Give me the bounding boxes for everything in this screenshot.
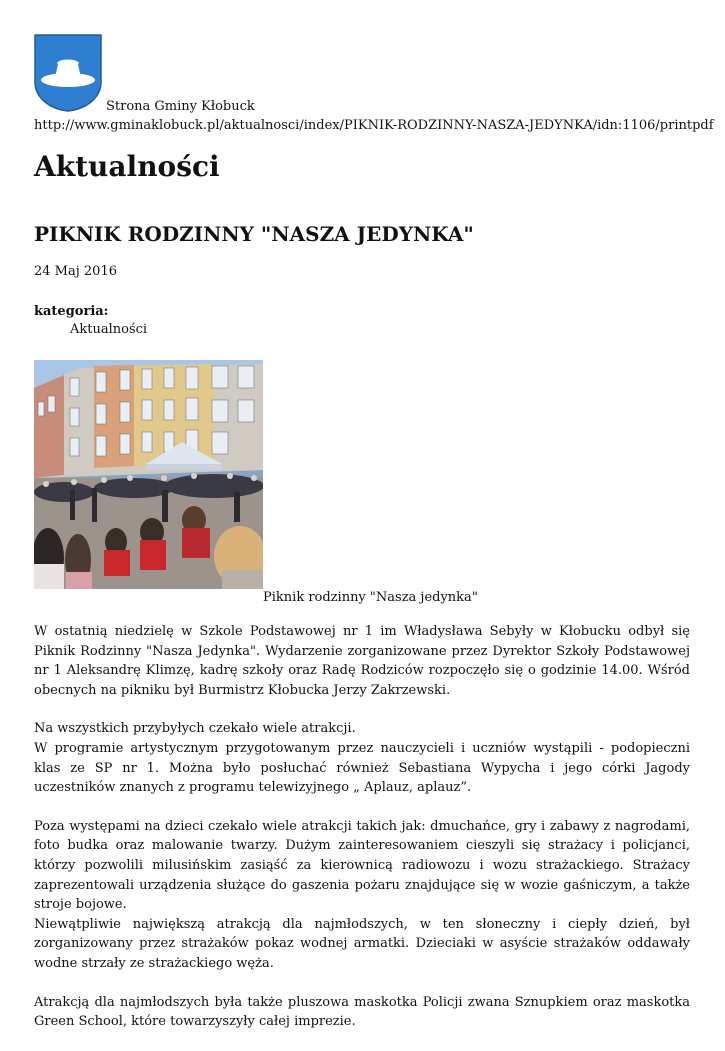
article-title: PIKNIK RODZINNY "NASZA JEDYNKA": [34, 222, 474, 246]
section-title: Aktualności: [34, 150, 220, 183]
paragraph-text: Niewątpliwie największą atrakcją dla najmłodszych, w ten słoneczny i ciepły dzień, był zorganizowany przez strażaków pokaz wodnej armatki. Dzieciaki w asyście strażaków oddawały wodne strzały ze strażackiego węża.: [34, 916, 690, 971]
paragraph-3: [34, 817, 690, 974]
event-photo: [34, 360, 263, 589]
category-value[interactable]: Aktualności: [70, 322, 148, 337]
gmina-coat-of-arms-logo: [34, 34, 102, 112]
paragraph-text: Poza występami na dzieci czekało wiele atrakcji takich jak: dmuchańce, gry i zabawy z nagrodami, foto budka oraz malowanie twarzy. Dużym zainteresowaniem cieszyli się strażacy i policjanci, którzy pozwolili milusińskim zasiąść za kierownicą radiowozu i wozu strażackiego. Strażacy zaprezentowali urządzenia służące do gaszenia pożaru znajdujące się w wozie gaśniczym, a także stroje bojowe.: [34, 818, 690, 913]
paragraph-2: [34, 719, 690, 797]
site-name: Strona Gminy Kłobuck: [106, 99, 255, 114]
paragraph-text: W ostatnią niedzielę w Szkole Podstawowej nr 1 im Władysława Sebyły w Kłobucku odbył się Piknik Rodzinny "Nasza Jedynka". Wydarzenie zorganizowane przez Dyrektor Szkoły Podstawowej nr 1 Aleksandrę Klimzę, kadrę szkoły oraz Radę Rodziców rozpoczęło się o godzinie 14.00. Wśród obecnych na pikniku był Burmistrz Kłobucka Jerzy Zakrzewski.: [34, 624, 690, 698]
paragraph-1: [34, 622, 690, 700]
article-date: 24 Maj 2016: [34, 264, 117, 279]
category-label: kategoria:: [34, 304, 109, 319]
photo-caption: Piknik rodzinny "Nasza jedynka": [263, 590, 478, 605]
page-url[interactable]: http://www.gminaklobuck.pl/aktualnosci/index/PIKNIK-RODZINNY-NASZA-JEDYNKA/idn:1106/printpdf: [34, 118, 714, 133]
article-body: [34, 622, 690, 1051]
paragraph-text: Na wszystkich przybyłych czekało wiele atrakcji.: [34, 721, 356, 737]
paragraph-text: Atrakcją dla najmłodszych była także pluszowa maskotka Policji zwana Sznupkiem oraz maskotka Green School, które towarzyszyły całej imprezie.: [34, 994, 690, 1030]
paragraph-text: W programie artystycznym przygotowanym przez nauczycieli i uczniów wystąpili - podopieczni klas ze SP nr 1. Można było posłuchać również Sebastiana Wypycha i jego córki Jagody uczestników znanych z programu telewizyjnego „ Aplauz, aplauz”.: [34, 740, 690, 796]
paragraph-4: [34, 993, 690, 1032]
